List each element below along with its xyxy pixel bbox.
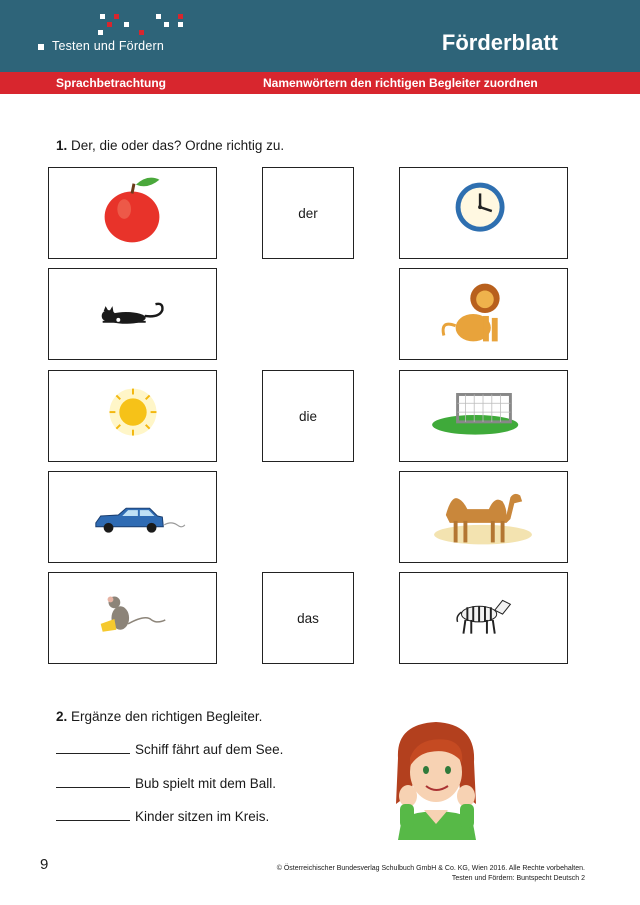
copyright-notice <box>277 864 585 884</box>
apple-icon <box>49 168 216 258</box>
mouse-icon <box>49 573 216 663</box>
picture-box-apple <box>48 167 217 259</box>
topic-left: Sprachbetrachtung <box>56 76 167 90</box>
brand-logo-text: Testen und Fördern <box>52 39 164 53</box>
source-line: Testen und Fördern: Buntspecht Deutsch 2 <box>451 875 585 882</box>
task1-heading <box>56 138 284 153</box>
task2-instruction: Ergänze den richtigen Begleiter. <box>71 709 263 724</box>
sun-icon <box>49 371 216 461</box>
picture-box-cat <box>48 268 217 360</box>
goal-icon <box>400 371 567 461</box>
sentence-1: Schiff fährt auf dem See. <box>135 742 284 757</box>
blank-field-3[interactable] <box>56 808 130 821</box>
picture-box-zebra <box>399 572 568 664</box>
picture-box-goal <box>399 370 568 462</box>
camel-icon <box>400 472 567 562</box>
clock-icon <box>400 168 567 258</box>
cat-icon <box>49 269 216 359</box>
task1-instruction: Der, die oder das? Ordne richtig zu. <box>71 138 285 153</box>
topic-right: Namenwörtern den richtigen Begleiter zuordnen <box>263 76 538 90</box>
zebra-icon <box>400 573 567 663</box>
sentence-2: Bub spielt mit dem Ball. <box>135 776 277 791</box>
picture-box-clock <box>399 167 568 259</box>
girl-illustration-icon <box>378 718 496 840</box>
blank-field-1[interactable] <box>56 741 130 754</box>
lion-icon <box>400 269 567 359</box>
copyright-line: © Österreichischer Bundesverlag Schulbuch GmbH & Co. KG, Wien 2016. Alle Rechte vorbehalten. <box>276 865 585 872</box>
header-bar <box>0 0 640 72</box>
picture-box-camel <box>399 471 568 563</box>
page-title: Förderblatt <box>441 30 558 55</box>
task2-heading <box>56 709 262 724</box>
fill-line-1 <box>56 741 283 757</box>
picture-box-mouse <box>48 572 217 664</box>
picture-box-car <box>48 471 217 563</box>
task1-number: 1. <box>56 138 68 153</box>
picture-box-lion <box>399 268 568 360</box>
blank-field-2[interactable] <box>56 775 130 788</box>
task2-number: 2. <box>56 709 68 724</box>
page-number: 9 <box>40 856 49 873</box>
fill-line-3 <box>56 808 269 824</box>
fill-line-2 <box>56 775 276 791</box>
article-box-das[interactable]: das <box>262 572 354 664</box>
car-icon <box>49 472 216 562</box>
sentence-3: Kinder sitzen im Kreis. <box>135 809 270 824</box>
article-box-der[interactable]: der <box>262 167 354 259</box>
picture-box-sun <box>48 370 217 462</box>
article-box-die[interactable]: die <box>262 370 354 462</box>
topic-bar <box>0 72 640 94</box>
logo-bullet-icon <box>38 44 44 50</box>
